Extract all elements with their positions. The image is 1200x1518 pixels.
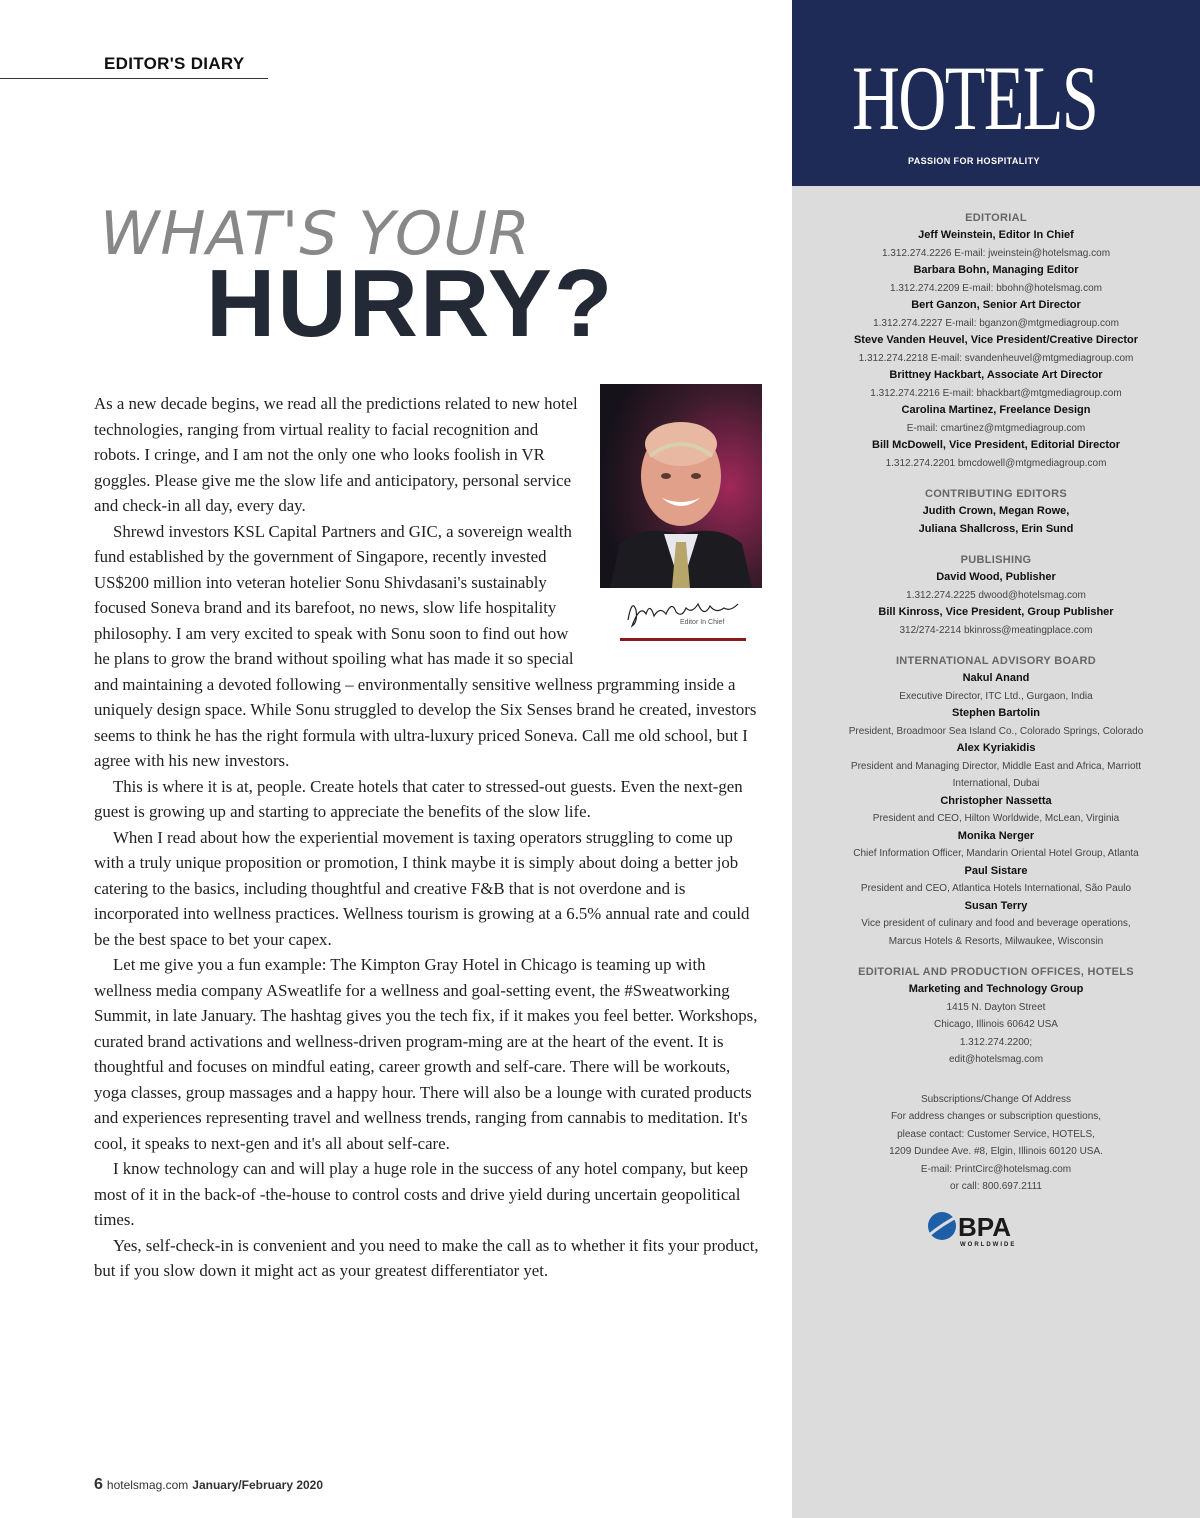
staff-contact: 1.312.274.2225 dwood@hotelsmag.com	[906, 589, 1086, 601]
staff-title: International, Dubai	[952, 778, 1040, 789]
section-heading: INTERNATIONAL ADVISORY BOARD	[895, 655, 1097, 667]
subscriptions-line: or call: 800.697.2111	[950, 1181, 1042, 1192]
bpa-logo-text: BPA	[958, 1212, 1011, 1242]
staff-name: Alex Kyriakidis	[956, 742, 1036, 754]
masthead-sidebar	[792, 0, 1200, 1518]
staff-name: David Wood, Publisher	[936, 571, 1056, 583]
staff-name: Jeff Weinstein, Editor In Chief	[918, 229, 1074, 241]
section-heading: EDITORIAL	[965, 212, 1027, 224]
staff-name: Steve Vanden Heuvel, Vice President/Creative Director	[853, 334, 1139, 346]
paragraph: As a new decade begins, we read all the predictions related to new hotel technologies, ranging from virtual reality to facial recognition and robots. I cringe, and I am not the only one who looks foolish in VR goggles. Please give me the slow life and anticipatory, personal service and check-in all day, every day.	[94, 394, 578, 515]
photo-spacer	[582, 391, 764, 663]
staff-name: Barbara Bohn, Managing Editor	[913, 264, 1079, 276]
staff-title: Executive Director, ITC Ltd., Gurgaon, India	[899, 690, 1093, 702]
staff-contact: 1.312.274.2216 E-mail: bhackbart@mtgmediagroup.com	[870, 387, 1122, 399]
spacer	[792, 1069, 1200, 1091]
staff-name: Nakul Anand	[962, 672, 1030, 684]
hotels-logo: HOTELS	[852, 47, 1098, 149]
staff-contact: 1.312.274.2218 E-mail: svandenheuvel@mtgmediagroup.com	[858, 352, 1134, 364]
staff-name: Monika Nerger	[957, 829, 1035, 842]
staff-name: Christopher Nassetta	[940, 794, 1052, 807]
staff-title: President and CEO, Hilton Worldwide, McLean, Virginia	[872, 813, 1120, 824]
staff-title: President, Broadmoor Sea Island Co., Colorado Springs, Colorado	[848, 725, 1144, 737]
page-number: 6	[94, 1476, 103, 1493]
subscriptions-line: 1209 Dundee Ave. #8, Elgin, Illinois 60120 USA.	[889, 1146, 1103, 1157]
staff-name: Bill McDowell, Vice President, Editorial Director	[872, 439, 1120, 451]
staff-contact: 1.312.274.2201 bmcdowell@mtgmediagroup.com	[885, 457, 1107, 469]
staff-title: President and Managing Director, Middle East and Africa, Marriott	[850, 760, 1142, 772]
staff-title: President and CEO, Atlantica Hotels International, São Paulo	[860, 883, 1132, 894]
headline-line-2: HURRY?	[206, 250, 615, 357]
office-street: 1415 N. Dayton Street	[946, 1001, 1046, 1013]
staff-name: Bill Kinross, Vice President, Group Publisher	[878, 606, 1114, 618]
staff-contact: 1.312.274.2227 E-mail: bganzon@mtgmediagroup.com	[873, 317, 1119, 329]
office-phone: 1.312.274.2200;	[959, 1036, 1033, 1048]
staff-title: Marcus Hotels & Resorts, Milwaukee, Wisconsin	[888, 935, 1104, 947]
staff-contact: E-mail: cmartinez@mtgmediagroup.com	[906, 422, 1086, 434]
paragraph: When I read about how the experiential movement is taxing operators struggling to come up with a truly unique proposition or promotion, I think maybe it is simply about doing a better job catering to the basics, including thoughtful and creative F&B that is not overdone and is incorporated into wellness practices. Wellness tourism is growing at a 6.5% annual rate and could be the best space to bet your capex.	[94, 827, 750, 949]
staff-contact: 1.312.274.2226 E-mail: jweinstein@hotelsmag.com	[881, 247, 1111, 259]
signature-caption: Editor In Chief	[680, 619, 725, 626]
office-city: Chicago, Illinois 60642 USA	[934, 1019, 1058, 1030]
staff-title: Chief Information Officer, Mandarin Oriental Hotel Group, Atlanta	[853, 848, 1139, 859]
staff-name: Paul Sistare	[964, 864, 1028, 877]
staff-name: Brittney Hackbart, Associate Art Director	[889, 369, 1103, 381]
bpa-logo-subtext: WORLDWIDE	[960, 1242, 1017, 1248]
staff-name: Juliana Shallcross, Erin Sund	[918, 522, 1074, 535]
staff-name: Bert Ganzon, Senior Art Director	[911, 299, 1081, 311]
masthead-tagline: PASSION FOR HOSPITALITY	[908, 156, 1040, 166]
staff-contact: 1.312.274.2209 E-mail: bbohn@hotelsmag.com	[890, 282, 1102, 294]
masthead-banner	[792, 0, 1200, 186]
footer-site: hotelsmag.com	[106, 1478, 189, 1492]
article-body	[94, 391, 764, 1284]
paragraph: This is where it is at, people. Create hotels that cater to stressed-out guests. Even the next-gen guest is growing up and starting to appreciate the benefits of the slow life.	[94, 776, 743, 821]
staff-name: Stephen Bartolin	[951, 707, 1040, 719]
staff-name: Judith Crown, Megan Rowe,	[922, 505, 1070, 517]
subscriptions-line: E-mail: PrintCirc@hotelsmag.com	[920, 1163, 1072, 1175]
bpa-logo	[922, 1206, 1062, 1250]
staff-name: Carolina Martinez, Freelance Design	[901, 404, 1091, 416]
paragraph: I know technology can and will play a huge role in the success of any hotel company, but keep most of it in the back-of -the-house to control costs and drive yield during uncertain geopolitical times.	[94, 1159, 749, 1229]
section-divider	[0, 78, 268, 79]
office-email: edit@hotelsmag.com	[948, 1054, 1044, 1065]
section-label: EDITOR'S DIARY	[104, 54, 245, 73]
page-footer	[94, 1476, 323, 1494]
headline-line-1: WHAT'S YOUR	[100, 199, 531, 269]
paragraph: Shrewd investors KSL Capital Partners and GIC, a sovereign wealth fund established by the government of Singapore, recently invested US$200 million into veteran hotelier Sonu Shivdasani's sustainably focused Soneva brand and its barefoot, no news, slow life hospitality philosophy. I am very excited to speak with Sonu soon to find out how he plans to grow the brand without spoiling what has made it so special and maintaining a devoted following – environmentally sensitive wellness prgramming inside a uniquely design space. While Sonu struggled to develop the Six Senses brand he created, investors seems to think he has the right formula with ultra-luxury priced Soneva. Call me old school, but I agree with his new investors.	[94, 521, 757, 770]
staff-contact: 312/274-2214 bkinross@meatingplace.com	[899, 624, 1093, 636]
section-heading: EDITORIAL AND PRODUCTION OFFICES, HOTELS	[858, 966, 1134, 978]
subscriptions-line: Subscriptions/Change Of Address	[920, 1093, 1072, 1105]
paragraph: Yes, self-check-in is convenient and you need to make the call as to whether it fits your product, but if you slow down it might act as your greatest differentiator yet.	[94, 1235, 759, 1280]
subscriptions-line: For address changes or subscription questions,	[890, 1111, 1102, 1122]
office-group: Marketing and Technology Group	[908, 983, 1084, 995]
footer-date: January/February 2020	[192, 1478, 324, 1492]
staff-list	[792, 210, 1200, 1196]
staff-title: Vice president of culinary and food and beverage operations,	[861, 918, 1131, 929]
section-heading: PUBLISHING	[960, 554, 1032, 566]
paragraph: Let me give you a fun example: The Kimpton Gray Hotel in Chicago is teaming up with wellness media company ASweatlife for a wellness and goal-setting event, the #Sweatworking Summit, in late January. The hashtag gives you the tech fix, if it makes you feel better. Workshops, curated brand activations and wellness-driven program-ming are at the heart of the event. It is thoughtful and focuses on mindful eating, career growth and self-care. There will be workouts, yoga classes, group massages and a happy hour. There will also be a lounge with curated products and experiences representing travel and wellness trends, ranging from cannabis to meditation. It's cool, it speaks to next-gen and it's all about self-care.	[94, 955, 758, 1153]
staff-name: Susan Terry	[964, 899, 1028, 912]
section-heading: CONTRIBUTING EDITORS	[924, 488, 1068, 500]
subscriptions-line: please contact: Customer Service, HOTELS,	[897, 1128, 1095, 1140]
